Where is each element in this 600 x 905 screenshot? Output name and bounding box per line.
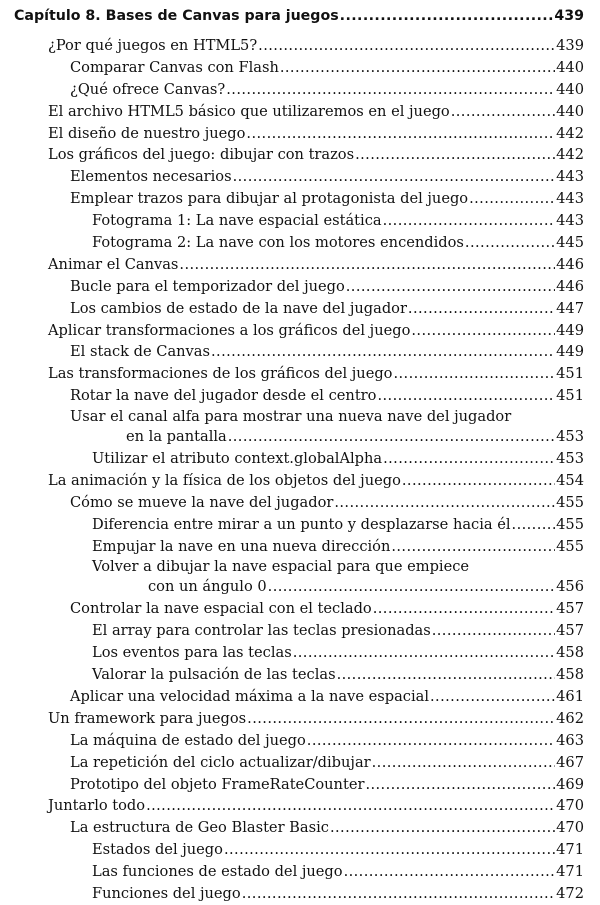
dot-leader — [432, 620, 555, 642]
toc-entry[interactable] — [14, 817, 584, 839]
dot-leader — [330, 817, 555, 839]
toc-entry[interactable] — [14, 470, 584, 492]
toc-entry-title: con un ángulo 0 — [148, 578, 267, 596]
dot-leader — [242, 883, 555, 905]
dot-leader — [224, 839, 555, 861]
dot-leader — [226, 79, 555, 101]
toc-entry-title: Animar el Canvas — [48, 255, 179, 273]
toc-entry-page: 445 — [556, 234, 584, 252]
dot-leader — [372, 752, 556, 774]
toc-entry[interactable] — [14, 664, 584, 686]
toc-entry-page: 446 — [556, 255, 584, 273]
toc-entry-page: 449 — [556, 321, 584, 339]
dot-leader — [211, 341, 555, 363]
toc-entry[interactable] — [14, 79, 584, 101]
toc-entry-page: 472 — [556, 884, 584, 902]
toc-entry-page: 451 — [556, 365, 584, 383]
dot-leader — [383, 210, 556, 232]
toc-entry-title: El array para controlar las teclas presionadas — [92, 622, 431, 640]
chapter-page-number: 439 — [554, 8, 584, 24]
toc-entry-page: 470 — [556, 797, 584, 815]
dot-leader — [280, 57, 555, 79]
toc-entry-page: 443 — [556, 190, 584, 208]
dot-leader — [340, 5, 554, 27]
toc-entry-title: Utilizar el atributo context.globalAlpha — [92, 450, 383, 468]
dot-leader — [268, 576, 555, 598]
toc-entry-page: 457 — [556, 600, 584, 618]
toc-entry-page: 467 — [556, 753, 584, 771]
toc-entry[interactable] — [14, 57, 584, 79]
toc-entry-title: Rotar la nave del jugador desde el centro — [70, 387, 377, 405]
toc-entry-title: El stack de Canvas — [70, 343, 210, 361]
toc-entry[interactable] — [14, 166, 584, 188]
toc-entry[interactable] — [14, 598, 584, 620]
toc-entry[interactable] — [14, 254, 584, 276]
toc-entry-page: 440 — [556, 102, 584, 120]
toc-entry-title: Los gráficos del juego: dibujar con trazos — [48, 146, 355, 164]
toc-entry-title: La estructura de Geo Blaster Basic — [70, 819, 329, 837]
toc-entry[interactable] — [14, 123, 584, 145]
dot-leader — [393, 363, 555, 385]
dot-leader — [391, 536, 555, 558]
toc-entry[interactable] — [14, 101, 584, 123]
toc-entry[interactable] — [14, 276, 584, 298]
dot-leader — [346, 276, 555, 298]
toc-entry[interactable] — [14, 363, 584, 385]
dot-leader — [377, 385, 555, 407]
toc-entry[interactable] — [14, 492, 584, 514]
dot-leader — [293, 642, 555, 664]
toc-entry-page: 447 — [556, 299, 584, 317]
toc-entry-title-line: Usar el canal alfa para mostrar una nueva nave del jugador — [70, 408, 512, 426]
toc-entry-title: Comparar Canvas con Flash — [70, 58, 279, 76]
toc-entry-title: La repetición del ciclo actualizar/dibujar — [70, 753, 371, 771]
toc-entry-page: 440 — [556, 58, 584, 76]
toc-entry-title: Las funciones de estado del juego — [92, 863, 343, 881]
toc-entry[interactable] — [14, 426, 584, 448]
toc-entry-title: Aplicar una velocidad máxima a la nave espacial — [70, 687, 430, 705]
toc-entry-page: 443 — [556, 212, 584, 230]
toc-entry-title: Los cambios de estado de la nave del jugador — [70, 299, 407, 317]
toc-entry-page: 469 — [556, 775, 584, 793]
toc-entry-page: 454 — [556, 471, 584, 489]
toc-entry-page: 440 — [556, 80, 584, 98]
toc-entry[interactable] — [14, 861, 584, 883]
toc-entry[interactable] — [14, 883, 584, 905]
toc-entry-title: Los eventos para las teclas — [92, 644, 292, 662]
toc-entry[interactable] — [14, 188, 584, 210]
toc-entry-title: Prototipo del objeto FrameRateCounter — [70, 775, 365, 793]
toc-entry-page: 462 — [556, 709, 584, 727]
toc-entry-page: 446 — [556, 277, 584, 295]
toc-entry-title: Juntarlo todo — [48, 797, 146, 815]
toc-entry[interactable] — [14, 35, 584, 57]
toc-entry[interactable] — [14, 620, 584, 642]
toc-entry-title: Diferencia entre mirar a un punto y desplazarse hacia él — [92, 515, 511, 533]
toc-entry-page: 442 — [556, 124, 584, 142]
toc-entry-title: Funciones del juego — [92, 884, 241, 902]
dot-leader — [344, 861, 556, 883]
toc-entry-page: 471 — [556, 841, 584, 859]
toc-entry[interactable] — [14, 795, 584, 817]
toc-entry[interactable] — [14, 576, 584, 598]
toc-entry-page: 458 — [556, 666, 584, 684]
toc-entry-title: El archivo HTML5 básico que utilizaremos en el juego — [48, 102, 450, 120]
dot-leader — [365, 774, 555, 796]
toc-entry-page: 442 — [556, 146, 584, 164]
toc-entry-page: 456 — [556, 578, 584, 596]
toc-entry[interactable] — [14, 752, 584, 774]
dot-leader — [233, 166, 556, 188]
toc-entry-page: 470 — [556, 819, 584, 837]
toc-entry-title: Cómo se mueve la nave del jugador — [70, 493, 334, 511]
dot-leader — [383, 448, 555, 470]
toc-entry[interactable] — [14, 341, 584, 363]
dot-leader — [512, 514, 556, 536]
toc-entry-page: 455 — [556, 515, 584, 533]
toc-entry[interactable] — [14, 232, 584, 254]
toc-entry[interactable] — [14, 320, 584, 342]
toc-entry[interactable] — [14, 514, 584, 536]
toc-entry-page: 463 — [556, 731, 584, 749]
toc-entry-title: en la pantalla — [126, 428, 227, 446]
toc-entry-title-line: Volver a dibujar la nave espacial para que empiece — [92, 558, 470, 576]
toc-entry-page: 461 — [556, 687, 584, 705]
toc-entry[interactable] — [14, 210, 584, 232]
toc-entry[interactable] — [14, 385, 584, 407]
dot-leader — [258, 35, 555, 57]
toc-entry[interactable] — [14, 144, 584, 166]
chapter-heading — [14, 5, 584, 31]
dot-leader — [355, 144, 555, 166]
toc-entry-page: 455 — [556, 493, 584, 511]
toc-entry-page: 453 — [556, 450, 584, 468]
dot-leader — [411, 320, 555, 342]
toc-entry-page: 457 — [556, 622, 584, 640]
toc-entry-page: 453 — [556, 428, 584, 446]
dot-leader — [337, 664, 556, 686]
dot-leader — [334, 492, 555, 514]
toc-entry-title: Controlar la nave espacial con el teclado — [70, 600, 372, 618]
chapter-title: Capítulo 8. Bases de Canvas para juegos — [14, 8, 339, 24]
toc-entry-title: Fotograma 2: La nave con los motores encendidos — [92, 234, 464, 252]
dot-leader — [373, 598, 555, 620]
toc-entry[interactable] — [14, 448, 584, 470]
toc-entry-title: Estados del juego — [92, 841, 223, 859]
dot-leader — [247, 708, 555, 730]
dot-leader — [430, 686, 555, 708]
toc-entry[interactable] — [14, 536, 584, 558]
toc-entry[interactable] — [14, 298, 584, 320]
dot-leader — [179, 254, 555, 276]
toc-entry-title: Las transformaciones de los gráficos del juego — [48, 365, 393, 383]
toc-entry-title: ¿Qué ofrece Canvas? — [70, 80, 226, 98]
dot-leader — [469, 188, 555, 210]
dot-leader — [246, 123, 555, 145]
toc-entry[interactable] — [14, 686, 584, 708]
toc-entry-title: Emplear trazos para dibujar al protagonista del juego — [70, 190, 469, 208]
toc-list — [14, 35, 584, 905]
toc-entry-title: El diseño de nuestro juego — [48, 124, 246, 142]
toc-entry-title: Bucle para el temporizador del juego — [70, 277, 345, 295]
toc-entry-title: Valorar la pulsación de las teclas — [92, 666, 336, 684]
dot-leader — [307, 730, 555, 752]
dot-leader — [146, 795, 555, 817]
toc-entry[interactable] — [14, 839, 584, 861]
toc-entry[interactable] — [14, 642, 584, 664]
toc-entry[interactable] — [14, 708, 584, 730]
dot-leader — [408, 298, 555, 320]
toc-entry[interactable] — [14, 774, 584, 796]
toc-entry[interactable] — [14, 730, 584, 752]
toc-entry-title: La máquina de estado del juego — [70, 731, 306, 749]
toc-entry-page: 449 — [556, 343, 584, 361]
toc-entry-title: Elementos necesarios — [70, 168, 232, 186]
toc-entry-page: 471 — [556, 863, 584, 881]
toc-entry-page: 458 — [556, 644, 584, 662]
dot-leader — [228, 426, 555, 448]
toc-entry-title: ¿Por qué juegos en HTML5? — [48, 37, 258, 54]
toc-entry-page: 451 — [556, 387, 584, 405]
dot-leader — [465, 232, 555, 254]
dot-leader — [402, 470, 555, 492]
dot-leader — [451, 101, 555, 123]
toc-entry-title: La animación y la física de los objetos del juego — [48, 471, 401, 489]
toc-entry-title: Un framework para juegos — [48, 709, 247, 727]
toc-entry-page: 455 — [556, 537, 584, 555]
toc-entry-page: 443 — [556, 168, 584, 186]
toc-entry-page: 439 — [556, 37, 584, 54]
toc-entry-title: Fotograma 1: La nave espacial estática — [92, 212, 382, 230]
toc-entry-title: Empujar la nave en una nueva dirección — [92, 537, 391, 555]
toc-entry-title: Aplicar transformaciones a los gráficos del juego — [48, 321, 411, 339]
